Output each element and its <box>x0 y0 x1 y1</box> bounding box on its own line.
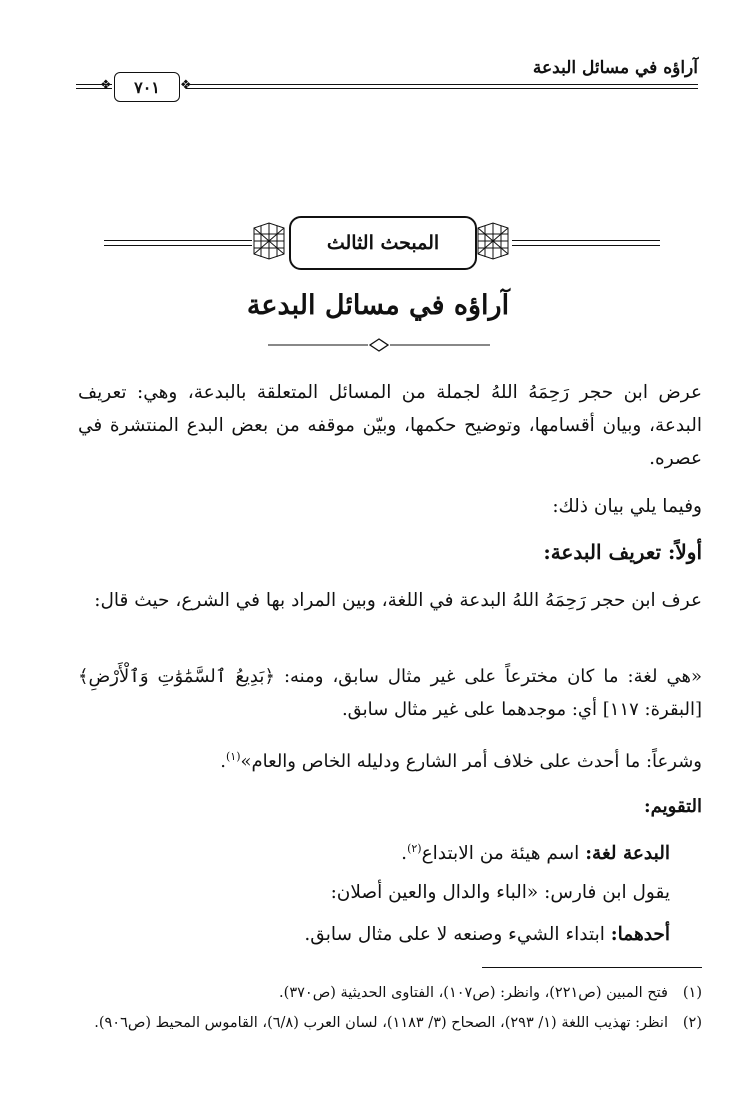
header-rule-lower <box>186 88 698 89</box>
first-label: أحدهما: <box>610 924 670 945</box>
footnote-text: انظر: تهذيب اللغة (١/ ٢٩٣)، الصحاح (٣/ ١١٨٣)، لسان العرب (٦/٨)، القاموس المحيط (ص٩٠٦). <box>94 1015 668 1031</box>
intro-paragraph: عرض ابن حجر رَحِمَهُ اللهُ لجملة من المسائل المتعلقة بالبدعة، وهي: تعريف البدعة، وبيان أقسامها، وتوضيح حكمها، وبيّن موقفه من بعض البدع المنتشرة في عصره. <box>78 382 702 469</box>
footnote-number: (٢) <box>682 1015 702 1031</box>
first-root-meaning <box>78 918 670 951</box>
footnote-number: (١) <box>682 985 702 1001</box>
banner-rule-left <box>104 240 252 241</box>
section-label: المبحث الثالث <box>289 216 477 270</box>
quote-linguistic: «هي لغة: ما كان مخترعاً على غير مثال سابق، ومنه: ﴿بَدِيعُ ٱلسَّمَٰوَٰتِ وَٱلْأَرْضِ﴾ [البقرة: ١١٧] أي: موجدهما على غير مثال سابق. <box>78 666 702 720</box>
heading-evaluation: التقويم: <box>644 796 702 817</box>
header-rule <box>186 84 698 85</box>
footnote-ref: (١) <box>225 750 241 763</box>
lattice-ornament-icon <box>476 222 510 260</box>
definition-paragraph: عرف ابن حجر رَحِمَهُ اللهُ البدعة في اللغة، وبين المراد بها في الشرع، حيث قال: <box>94 590 702 611</box>
first-text: ابتداء الشيء وصنعه لا على مثال سابق. <box>304 924 605 945</box>
footnote-ref: (٢) <box>407 842 422 855</box>
bida-text: اسم هيئة من الابتداع <box>421 843 580 865</box>
ibn-faris-quote: يقول ابن فارس: «الباء والدال والعين أصلان: <box>330 882 670 903</box>
bida-label: البدعة لغة: <box>585 843 670 865</box>
heading-definition: أولاً: تعريف البدعة: <box>543 540 702 564</box>
intro-followup: وفيما يلي بيان ذلك: <box>552 496 702 517</box>
page-number-left-ornament-icon: ❖ <box>100 78 112 93</box>
diamond-divider-icon <box>268 338 490 352</box>
page-number-right-ornament-icon: ❖ <box>180 78 192 93</box>
banner-rule-right <box>512 240 660 241</box>
quote-legal: وشرعاً: ما أحدث على خلاف أمر الشارع ودليله الخاص والعام»$^{(١)}$. <box>220 750 702 772</box>
banner-rule-left-lower <box>104 245 252 246</box>
page-number: ٧٠١ <box>114 72 180 102</box>
quote-legal-text: وشرعاً: ما أحدث على خلاف أمر الشارع ودليله الخاص والعام» <box>240 751 702 772</box>
footnote-2 <box>78 1010 702 1036</box>
bida-linguistic: البدعة لغة: اسم هيئة من الابتداع$^{(٢)}$. <box>401 842 670 865</box>
banner-rule-right-lower <box>512 245 660 246</box>
footnote-1 <box>78 980 702 1006</box>
lattice-ornament-icon <box>252 222 286 260</box>
footnote-text: فتح المبين (ص٢٢١)، وانظر: (ص١٠٧)، الفتاوى الحديثية (ص٣٧٠). <box>279 985 668 1001</box>
section-title: آراؤه في مسائل البدعة <box>246 290 510 321</box>
running-title: آراؤه في مسائل البدعة <box>532 58 698 78</box>
footnote-separator <box>482 967 702 968</box>
